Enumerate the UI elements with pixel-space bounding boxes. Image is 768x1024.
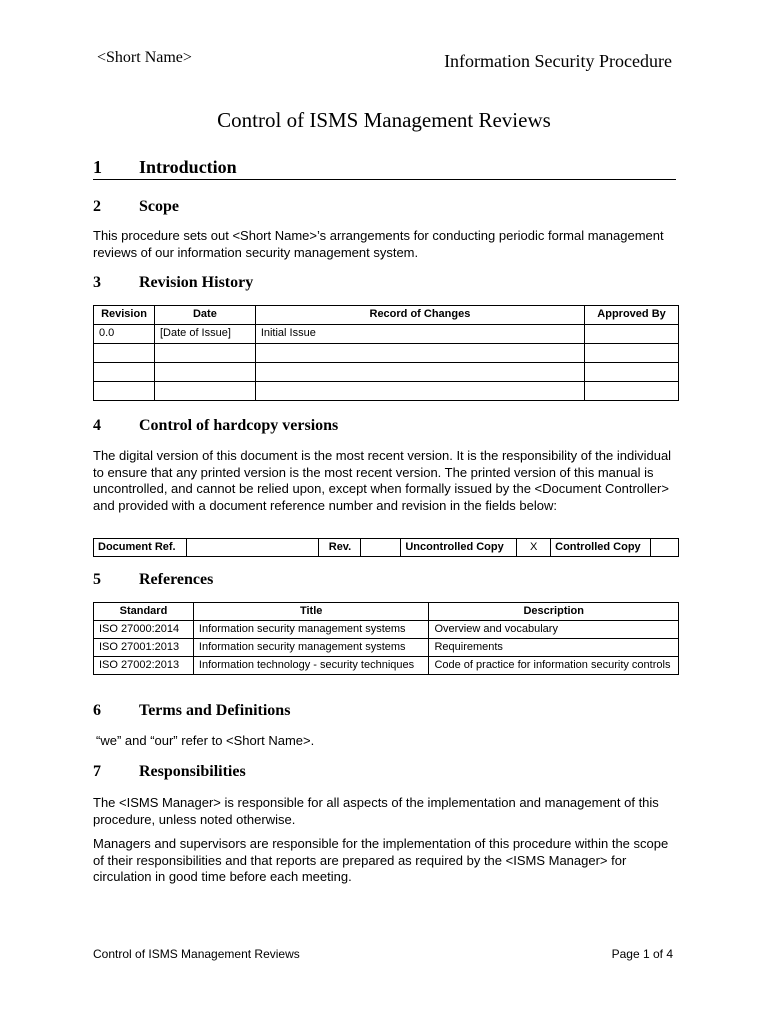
responsibilities-paragraph-1: The <ISMS Manager> is responsible for all aspects of the implementation and management of this procedure, unless noted otherwise. bbox=[93, 795, 659, 827]
footer-document-title: Control of ISMS Management Reviews bbox=[93, 947, 300, 961]
column-header: Date bbox=[154, 306, 255, 325]
section-title: Terms and Definitions bbox=[139, 702, 291, 719]
scope-paragraph: This procedure sets out <Short Name>’s arrangements for conducting periodic formal management reviews of our information security management system. bbox=[93, 228, 664, 260]
section-number: 6 bbox=[93, 702, 101, 719]
rev-label: Rev. bbox=[319, 539, 361, 557]
document-title: Control of ISMS Management Reviews bbox=[217, 108, 551, 132]
table-cell bbox=[94, 344, 155, 363]
table-cell: [Date of Issue] bbox=[154, 325, 255, 344]
column-header: Record of Changes bbox=[255, 306, 584, 325]
section-title: Introduction bbox=[139, 157, 237, 177]
section-title: References bbox=[139, 571, 214, 588]
table-cell bbox=[255, 363, 584, 382]
section-1-rule bbox=[93, 179, 676, 180]
table-row bbox=[94, 639, 679, 657]
section-1-heading bbox=[93, 157, 237, 178]
section-number: 1 bbox=[93, 157, 102, 177]
table-row bbox=[94, 621, 679, 639]
table-header-row bbox=[94, 306, 679, 325]
section-7-heading bbox=[93, 763, 246, 781]
document-ref-field bbox=[186, 539, 319, 557]
table-cell bbox=[94, 382, 155, 401]
table-cell bbox=[585, 325, 679, 344]
table-row bbox=[94, 363, 679, 382]
section-4-heading bbox=[93, 417, 338, 435]
column-header: Description bbox=[429, 603, 679, 621]
section-number: 4 bbox=[93, 417, 101, 434]
table-cell bbox=[585, 382, 679, 401]
table-cell: Information security management systems bbox=[193, 639, 429, 657]
section-number: 7 bbox=[93, 763, 101, 780]
document-control-table bbox=[93, 538, 679, 557]
section-5-heading bbox=[93, 571, 213, 589]
table-cell: 0.0 bbox=[94, 325, 155, 344]
table-cell: Requirements bbox=[429, 639, 679, 657]
revision-history-table bbox=[93, 305, 679, 401]
controlled-copy-label: Controlled Copy bbox=[551, 539, 651, 557]
table-cell: Overview and vocabulary bbox=[429, 621, 679, 639]
table-cell: Code of practice for information security controls bbox=[429, 657, 679, 675]
section-3-heading bbox=[93, 274, 253, 292]
table-row bbox=[94, 325, 679, 344]
table-cell: Initial Issue bbox=[255, 325, 584, 344]
footer-page-number: Page 1 of 4 bbox=[611, 947, 673, 961]
table-cell: ISO 27002:2013 bbox=[94, 657, 194, 675]
table-cell bbox=[255, 344, 584, 363]
table-row bbox=[94, 344, 679, 363]
column-header: Title bbox=[193, 603, 429, 621]
hardcopy-paragraph: The digital version of this document is the most recent version. It is the responsibility of the individual to ensure that any printed version is the most recent version. The printed version of this manual is uncontrolled, and cannot be relied upon, except when formally issued by the <Document Controller> and provided with a document reference number and revision in the fields below: bbox=[93, 448, 672, 513]
header-short-name: <Short Name> bbox=[97, 49, 192, 66]
uncontrolled-copy-mark: X bbox=[517, 539, 551, 557]
table-cell bbox=[255, 382, 584, 401]
table-cell bbox=[585, 344, 679, 363]
header-procedure-type: Information Security Procedure bbox=[444, 51, 672, 71]
table-cell bbox=[154, 344, 255, 363]
section-6-heading bbox=[93, 702, 290, 720]
table-cell bbox=[154, 382, 255, 401]
column-header: Standard bbox=[94, 603, 194, 621]
table-row bbox=[94, 657, 679, 675]
section-2-heading bbox=[93, 198, 179, 216]
terms-paragraph: “we” and “our” refer to <Short Name>. bbox=[96, 733, 315, 748]
controlled-copy-mark bbox=[651, 539, 679, 557]
table-cell: ISO 27000:2014 bbox=[94, 621, 194, 639]
table-header-row bbox=[94, 603, 679, 621]
table-cell bbox=[94, 363, 155, 382]
section-title: Control of hardcopy versions bbox=[139, 417, 339, 434]
table-cell: Information security management systems bbox=[193, 621, 429, 639]
table-cell: Information technology - security techniques bbox=[193, 657, 429, 675]
column-header: Approved By bbox=[585, 306, 679, 325]
section-number: 5 bbox=[93, 571, 101, 588]
section-title: Responsibilities bbox=[139, 763, 246, 780]
section-title: Scope bbox=[139, 198, 179, 215]
table-cell: ISO 27001:2013 bbox=[94, 639, 194, 657]
table-row bbox=[94, 539, 679, 557]
table-cell bbox=[585, 363, 679, 382]
section-number: 3 bbox=[93, 274, 101, 291]
references-table bbox=[93, 602, 679, 675]
table-row bbox=[94, 382, 679, 401]
uncontrolled-copy-label: Uncontrolled Copy bbox=[401, 539, 517, 557]
responsibilities-paragraph-2: Managers and supervisors are responsible for the implementation of this procedure within the scope of their responsibilities and that reports are prepared as required by the <ISMS Manager> for circulation in good time before each meeting. bbox=[93, 836, 669, 884]
document-ref-label: Document Ref. bbox=[94, 539, 187, 557]
section-title: Revision History bbox=[139, 274, 254, 291]
rev-field bbox=[361, 539, 401, 557]
section-number: 2 bbox=[93, 198, 101, 215]
table-cell bbox=[154, 363, 255, 382]
column-header: Revision bbox=[94, 306, 155, 325]
